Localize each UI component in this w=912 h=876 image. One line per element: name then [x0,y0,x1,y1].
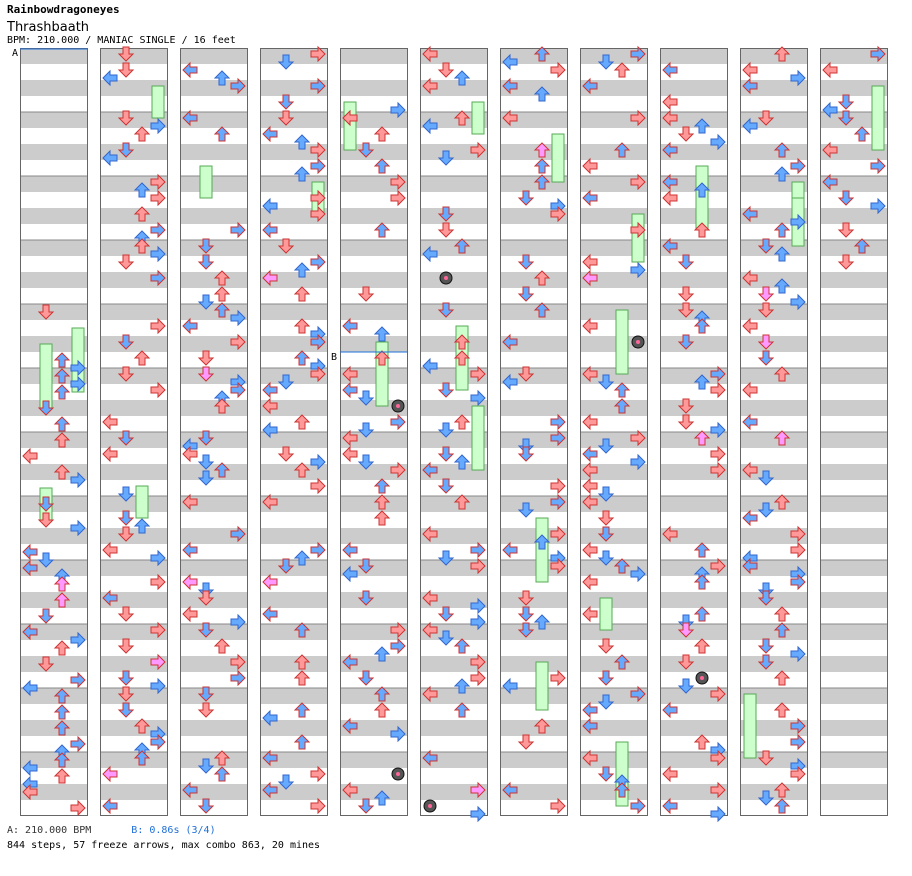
marker-a: A [12,48,19,59]
freeze-arrow-icon [472,406,484,470]
chart-column [340,48,408,816]
freeze-arrow-icon [200,166,212,198]
chart-meta: BPM: 210.000 / MANIAC SINGLE / 16 feet [7,35,236,46]
bpm-footer [7,825,216,836]
artist-name: Rainbowdragoneyes [7,3,120,16]
freeze-arrow-icon [744,694,756,758]
chart-stats: 844 steps, 57 freeze arrows, max combo 863, 20 mines [7,840,321,851]
chart-column [580,47,648,816]
freeze-arrow-icon [696,166,708,230]
chart-column [500,47,568,816]
freeze-arrow-icon [152,86,164,118]
mine-core [636,340,640,344]
bpm-b-label: B: 0.86s (3/4) [131,825,216,836]
freeze-arrow-icon [872,86,884,150]
freeze-arrow-icon [472,102,484,134]
freeze-arrow-icon [136,486,148,518]
freeze-arrow-icon [632,214,644,262]
mine-core [396,772,400,776]
freeze-arrow-icon [616,310,628,374]
freeze-arrow-icon [536,518,548,582]
mine-core [396,404,400,408]
freeze-arrow-icon [552,134,564,182]
bpm-a-label: A: 210.000 BPM [7,825,92,836]
mine-core [428,804,432,808]
chart-column [740,47,808,816]
freeze-arrow-icon [40,344,52,408]
chart-column [260,47,328,816]
freeze-arrow-icon [344,102,356,150]
mine-core [700,676,704,680]
chart-column [100,47,168,816]
freeze-arrow-icon [600,598,612,630]
freeze-arrow-icon [536,662,548,710]
song-title: Thrashbaath [7,20,90,35]
chart-column [660,48,728,821]
chart-column [20,48,88,816]
mine-core [444,276,448,280]
chart-column [180,48,248,816]
marker-b: B [331,352,338,363]
chart-column [420,47,488,821]
chart-column [820,47,888,816]
